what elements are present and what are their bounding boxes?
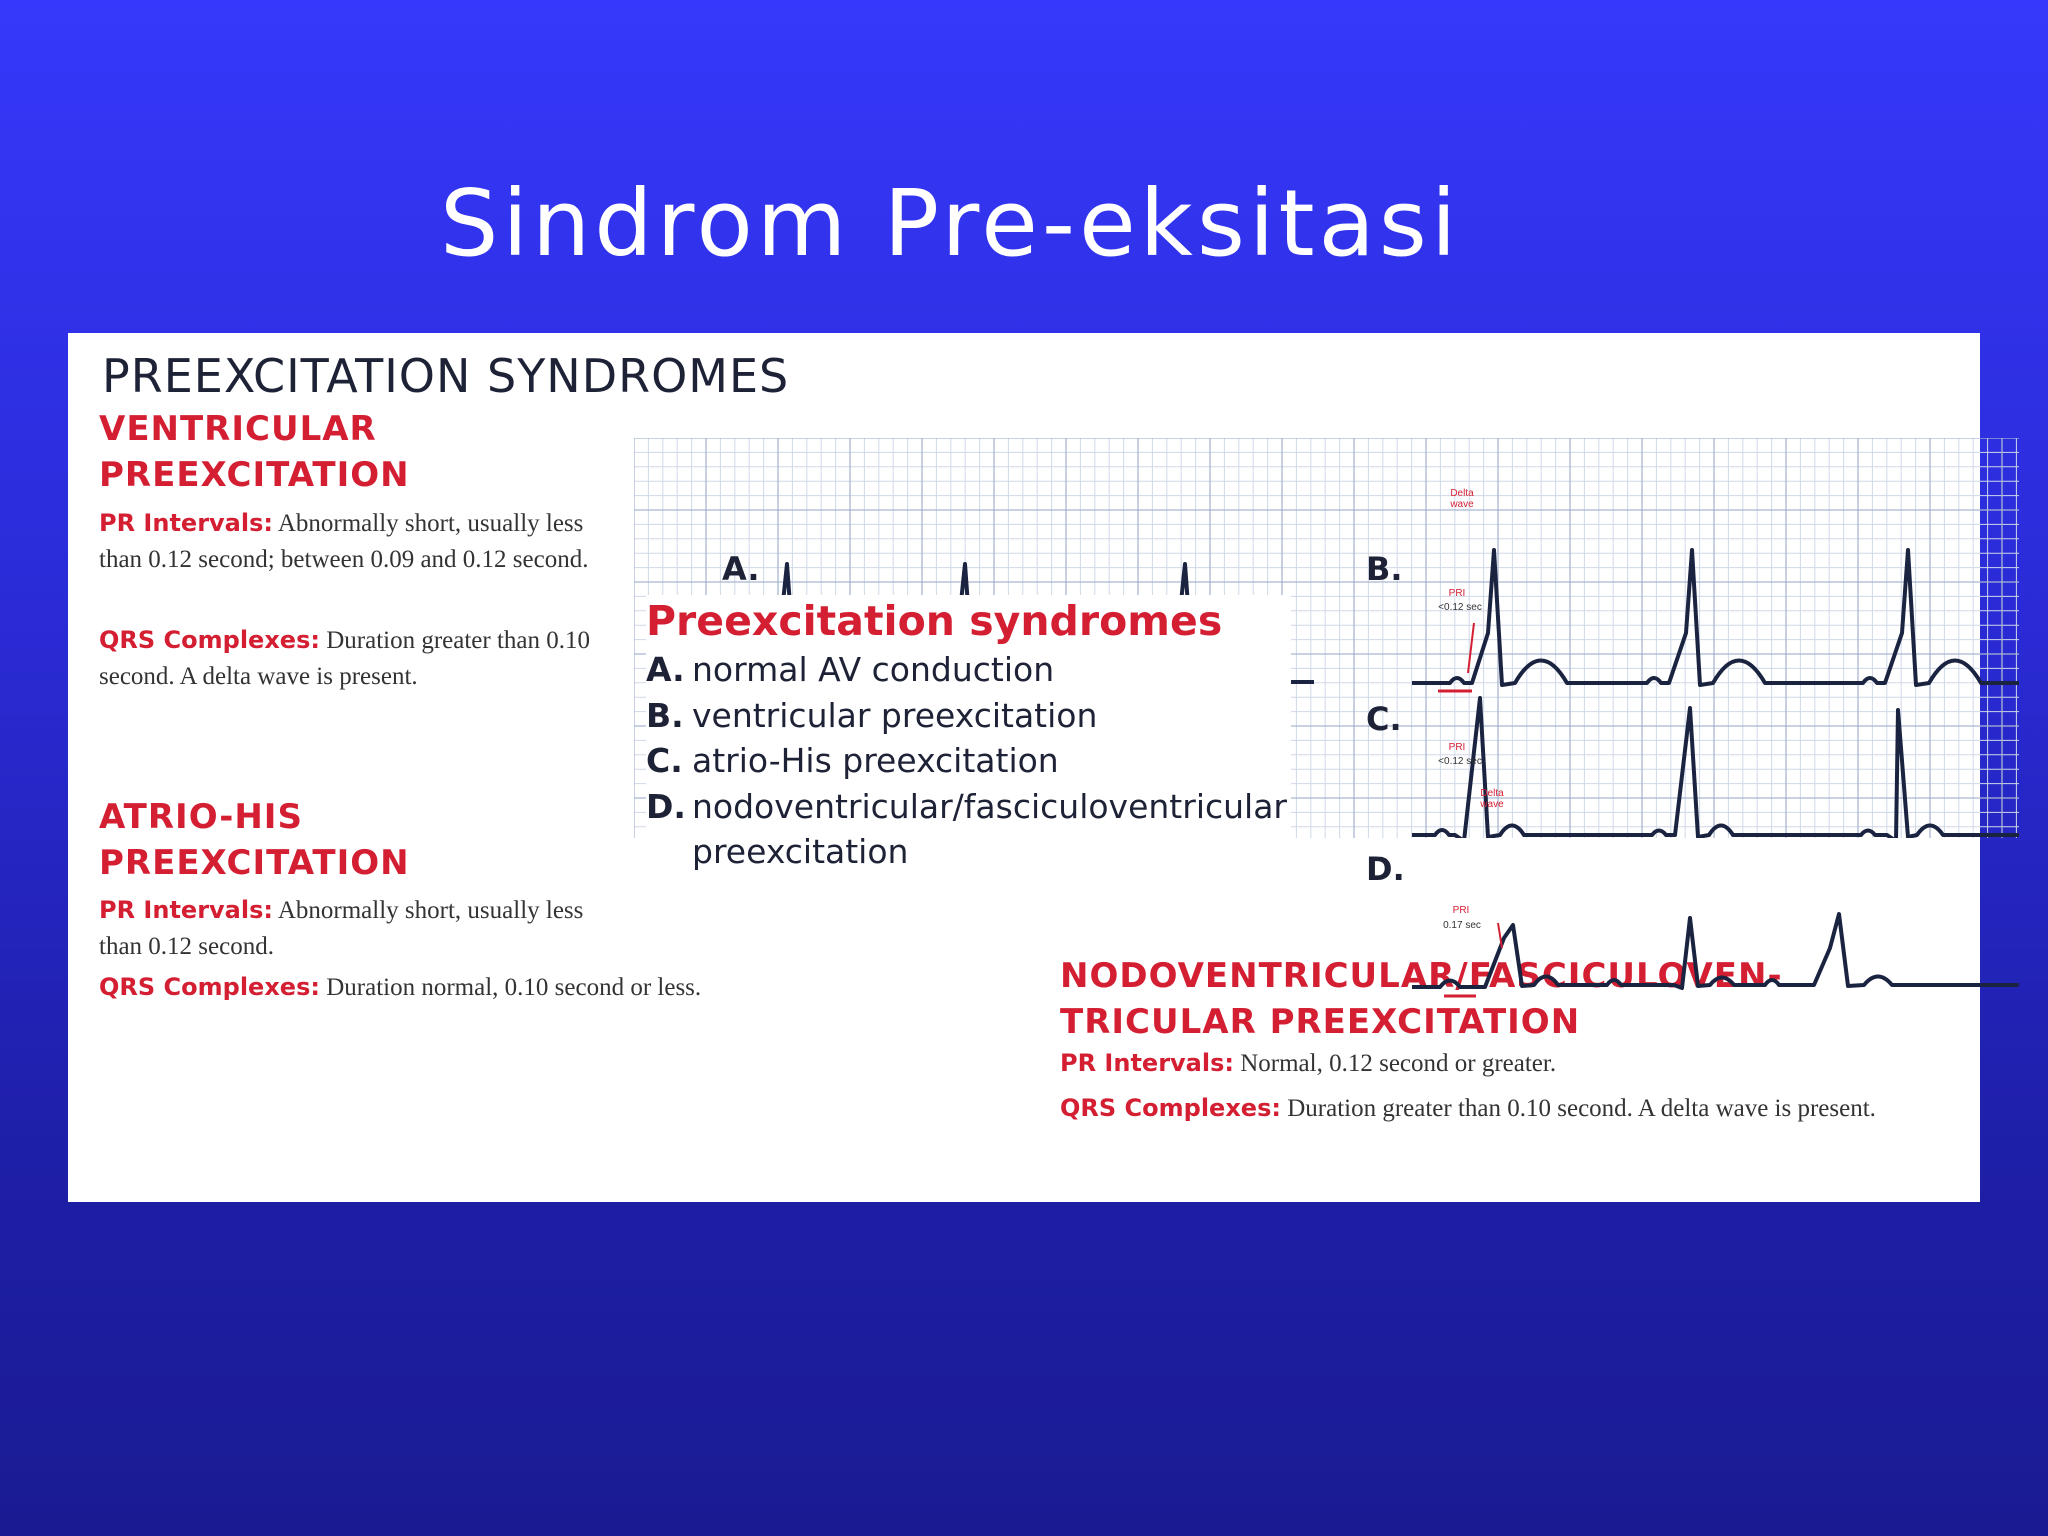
trace-label-a: A. xyxy=(722,550,760,588)
ventricular-heading-line1: VENTRICULAR xyxy=(99,409,377,449)
ventricular-heading-line2: PREEXCITATION xyxy=(99,455,410,495)
legend-text: ventricular preexcitation xyxy=(692,695,1098,735)
atrio-his-pr-text: Abnormally short, usually less than 0.12 second. xyxy=(99,897,584,960)
legend-title: Preexcitation syndromes xyxy=(646,597,1223,645)
legend-item-d xyxy=(646,784,1287,830)
legend-letter: B. xyxy=(646,695,684,735)
pri-label-d: PRI xyxy=(1452,905,1470,916)
nodoventricular-qrs-label: QRS Complexes: xyxy=(1060,1094,1281,1122)
nodoventricular-pr-text: Normal, 0.12 second or greater. xyxy=(1240,1050,1557,1077)
nodoventricular-qrs xyxy=(1060,1090,1940,1127)
nodoventricular-pr-label: PR Intervals: xyxy=(1060,1049,1234,1077)
ventricular-heading xyxy=(99,406,410,498)
ventricular-qrs-label: QRS Complexes: xyxy=(99,626,320,654)
ventricular-pr-text: Abnormally short, usually less than 0.12 second; between 0.09 and 0.12 second. xyxy=(99,510,589,573)
pri-label-b: PRI xyxy=(1448,588,1466,599)
atrio-his-qrs-label: QRS Complexes: xyxy=(99,973,320,1001)
figure-heading: PREEXCITATION SYNDROMES xyxy=(102,349,790,403)
ventricular-qrs-text: Duration greater than 0.10 second. A delta wave is present. xyxy=(99,627,591,690)
nodoventricular-heading-line1: NODOVENTRICULAR/FASCICULOVEN- xyxy=(1060,956,1783,996)
interval-label-d: 0.17 sec xyxy=(1443,920,1481,931)
ventricular-pr-label: PR Intervals: xyxy=(99,509,273,537)
legend-letter: C. xyxy=(646,741,683,780)
figure-panel xyxy=(68,333,1980,1202)
trace-label-d: D. xyxy=(1366,850,1405,888)
atrio-his-heading xyxy=(99,794,410,886)
legend-item-a xyxy=(646,647,1054,693)
nodoventricular-heading-line2: TRICULAR PREEXCITATION xyxy=(1060,1002,1581,1042)
legend xyxy=(646,595,1291,875)
ventricular-qrs xyxy=(99,622,599,695)
legend-text: normal AV conduction xyxy=(692,650,1055,689)
legend-letter: A. xyxy=(646,650,685,689)
interval-label-b: <0.12 sec xyxy=(1438,602,1482,613)
atrio-his-pr-label: PR Intervals: xyxy=(99,896,273,924)
ventricular-pr xyxy=(99,505,599,578)
interval-label-c: <0.12 sec xyxy=(1438,756,1482,767)
nodoventricular-heading xyxy=(1060,953,1783,1045)
legend-letter: D. xyxy=(646,786,686,826)
legend-item-b xyxy=(646,693,1097,739)
atrio-his-heading-line2: PREEXCITATION xyxy=(99,843,410,883)
ecg-trace-b xyxy=(1412,550,2019,685)
trace-label-b: B. xyxy=(1366,550,1403,588)
legend-item-c xyxy=(646,738,1059,784)
atrio-his-heading-line1: ATRIO-HIS xyxy=(99,797,303,837)
nodoventricular-qrs-text: Duration greater than 0.10 second. A delta wave is present. xyxy=(1287,1095,1876,1122)
pri-label-c: PRI xyxy=(1448,742,1466,753)
atrio-his-qrs-text: Duration normal, 0.10 second or less. xyxy=(326,974,702,1001)
slide-title: Sindrom Pre-eksitasi xyxy=(440,170,1461,277)
delta-wave-label-d: Delta wave xyxy=(1480,788,1504,810)
legend-text: atrio-His preexcitation xyxy=(692,741,1059,780)
legend-item-d-continuation: preexcitation xyxy=(646,829,908,875)
atrio-his-qrs xyxy=(99,969,939,1006)
trace-label-c: C. xyxy=(1366,700,1402,738)
atrio-his-pr xyxy=(99,892,599,965)
legend-text: nodoventricular/fasciculoventricular xyxy=(692,786,1287,826)
nodoventricular-pr xyxy=(1060,1045,1940,1082)
ecg-trace-c xyxy=(1412,698,2019,838)
delta-wave-label-b: Delta wave xyxy=(1450,488,1474,510)
